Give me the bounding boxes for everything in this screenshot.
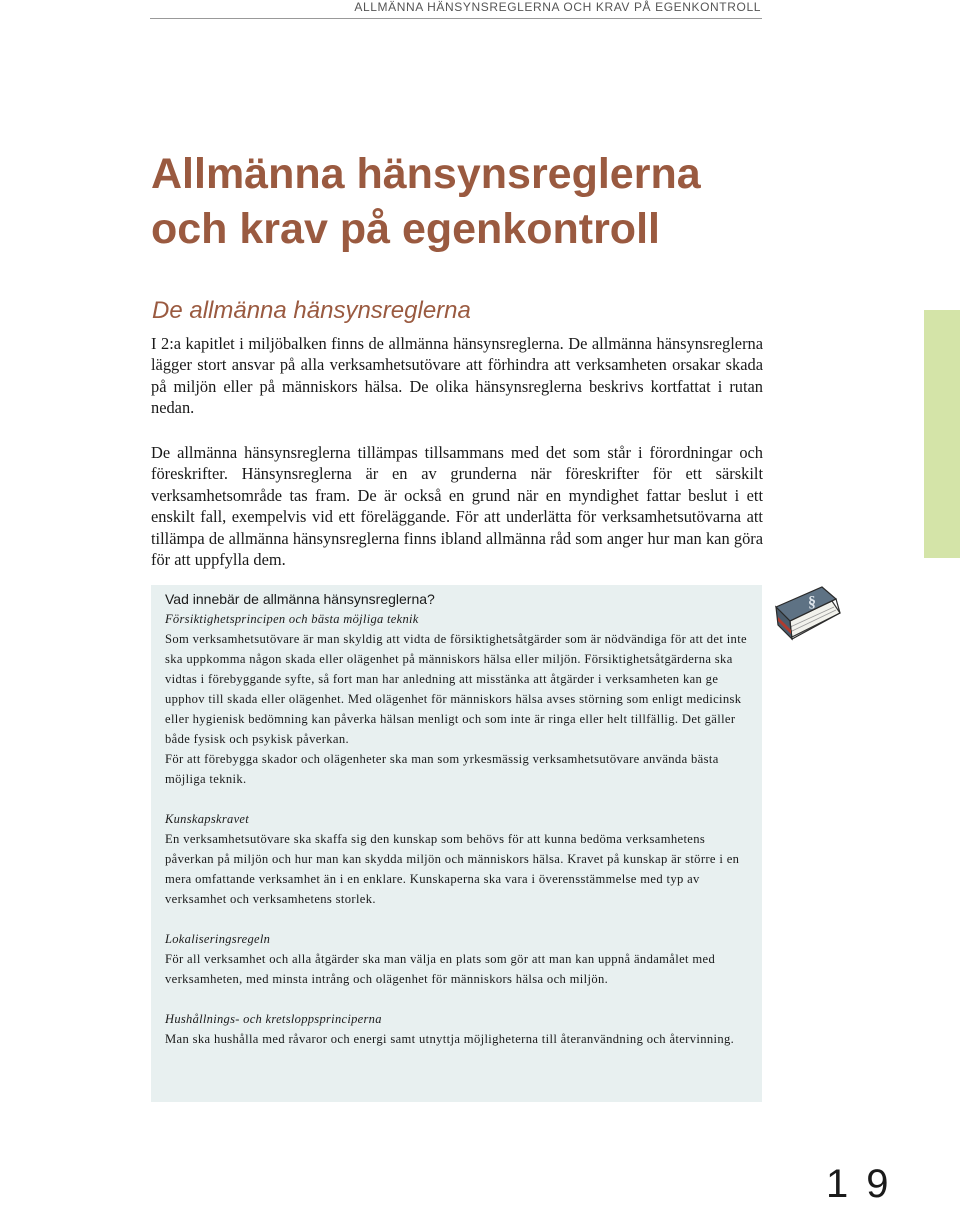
- intro-paragraph: I 2:a kapitlet i miljöbalken finns de allmänna hänsynsreglerna. De allmänna hänsynsreglerna lägger stort ansvar på alla verksamhetsutövare att förhindra att verksamheten orsakar skada på miljön eller på människors hälsa. De olika hänsynsreglerna beskrivs kortfattat i rutan nedan.: [151, 334, 763, 418]
- running-header: ALLMÄNNA HÄNSYNSREGLERNA OCH KRAV PÅ EGENKONTROLL: [354, 0, 761, 14]
- info-box-item-text: En verksamhetsutövare ska skaffa sig den kunskap som behövs för att kunna bedöma verksamhetens påverkan på miljön och hur man kan skydda miljön och människors hälsa. Kravet på kunskap är större i en mera omfattande verksamhet än i en enklare. Kunskaperna ska vara i överensstämmelse med typ av verksamhet och verksamhetens storlek.: [165, 832, 740, 906]
- info-box-item: [165, 609, 748, 789]
- info-box-item-heading: Hushållnings- och kretsloppsprinciperna: [165, 1012, 382, 1026]
- info-box-item-heading: Försiktighetsprincipen och bästa möjliga teknik: [165, 612, 419, 626]
- section-heading: De allmänna hänsynsreglerna: [152, 297, 471, 324]
- page-title-line-1: Allmänna hänsynsreglerna: [151, 150, 701, 198]
- info-box-item: [165, 929, 748, 989]
- body-paragraph: De allmänna hänsynsreglerna tillämpas tillsammans med det som står i förordningar och föreskrifter. Hänsynsreglerna är en av grunderna när föreskrifter för ett särskilt verksamhetsområde tas fram. De är också en grund när en myndighet fattar beslut i ett enskilt fall, exempelvis vid ett föreläggande. För att underlätta för verksamhetsutövarna att tillämpa de allmänna hänsynsreglerna finns ibland allmänna råd som anger hur man kan göra för att uppfylla dem.: [151, 443, 763, 570]
- info-box-item-text: Man ska hushålla med råvaror och energi samt utnyttja möjligheterna till återanvändning och återvinning.: [165, 1032, 735, 1046]
- page-number: 19: [826, 1162, 907, 1206]
- info-box-item-heading: Lokaliseringsregeln: [165, 932, 271, 946]
- info-box-item-text: För all verksamhet och alla åtgärder ska man välja en plats som gör att man kan uppnå ändamålet med verksamheten, med minsta intrång och olägenhet för människors hälsa och miljön.: [165, 952, 716, 986]
- info-box-item-heading: Kunskapskravet: [165, 812, 250, 826]
- info-box-item-text: För att förebygga skador och olägenheter ska man som yrkesmässig verksamhetsutövare använda bästa möjliga teknik.: [165, 752, 719, 786]
- info-box-item: [165, 1009, 748, 1049]
- law-book-icon: [770, 583, 844, 649]
- chapter-side-tab: [924, 310, 960, 558]
- info-box: [151, 585, 762, 1102]
- paragraph-sign-glyph: §: [808, 594, 816, 611]
- info-box-item-text: Som verksamhetsutövare är man skyldig att vidta de försiktighetsåtgärder som är nödvändiga för att det inte ska uppkomma någon skada eller olägenhet på människors hälsa eller miljön. Försiktighetsåtgärderna ska vidtas i förebyggande syfte, så fort man har anledning att misstänka att åtgärder i verksamheten kan ge upphov till skada eller olägenhet. Med olägenhet för människors hälsa avses störning som enligt medicinsk eller hygienisk bedömning kan påverka hälsan menligt och som inte är ringa eller helt tillfällig. Det gäller både fysisk och psykisk påverkan.: [165, 632, 747, 746]
- header-rule: [150, 18, 762, 19]
- page-title: [151, 147, 701, 257]
- info-box-title: Vad innebär de allmänna hänsynsreglerna?: [165, 591, 435, 607]
- info-box-item: [165, 809, 748, 909]
- page-title-line-2: och krav på egenkontroll: [151, 205, 660, 253]
